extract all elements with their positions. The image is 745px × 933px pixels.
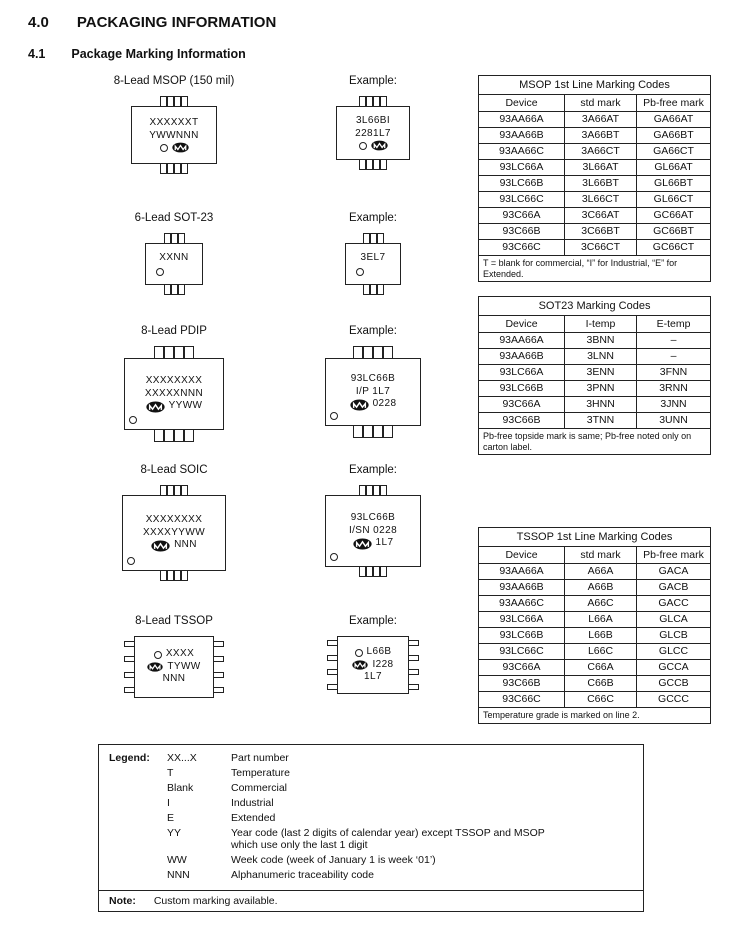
table-row — [479, 240, 711, 256]
sot23-chip-body — [145, 243, 203, 285]
pin1-indicator-icon — [160, 144, 168, 152]
pin-column — [214, 636, 224, 698]
legend-term: XX...X — [167, 751, 197, 764]
pin-column — [409, 636, 419, 694]
table-row — [479, 349, 711, 365]
tssop-example-drawing — [327, 636, 419, 694]
marking-line: 3EL7 — [360, 252, 386, 264]
marking-line: XXXXXNNN — [144, 387, 204, 399]
table-row — [479, 644, 711, 660]
table-cell: 93LC66B — [479, 176, 565, 192]
table-row — [479, 333, 711, 349]
table-cell: 3L66BT — [565, 176, 637, 192]
note-label: Note: — [109, 894, 136, 907]
tssop-chip-body — [337, 636, 409, 694]
table-cell: GLCB — [637, 628, 711, 644]
package-label-soic: 8-Lead SOIC — [140, 464, 208, 476]
marking-line: XXXXXXT — [149, 117, 199, 128]
table-cell: 3RNN — [637, 381, 711, 397]
column-header: Device — [479, 95, 565, 112]
marking-line: 1L7 — [375, 537, 394, 549]
microchip-logo-icon — [350, 399, 369, 411]
legend-term: E — [167, 811, 175, 824]
table-row — [479, 192, 711, 208]
pin-row — [148, 346, 200, 358]
table-title: SOT23 Marking Codes — [479, 297, 711, 316]
table-row — [479, 596, 711, 612]
legend-term: Blank — [167, 781, 194, 794]
table-cell: 93AA66C — [479, 596, 565, 612]
marking-line: 93LC66B — [350, 373, 396, 385]
msop-marking-table — [478, 75, 711, 282]
package-drawings-column — [26, 75, 478, 698]
pdip-chip-body — [325, 358, 421, 426]
table-cell: GA66AT — [637, 112, 711, 128]
table-cell: 93C66C — [479, 240, 565, 256]
sot23-example-drawing — [345, 233, 401, 295]
pin-row — [347, 346, 399, 358]
marking-line: XXXXXXXX — [145, 375, 203, 387]
table-cell: GACC — [637, 596, 711, 612]
table-row — [479, 628, 711, 644]
table-footnote: Pb-free topside mark is same; Pb-free noted only on carton label. — [479, 429, 711, 455]
pin-row — [148, 430, 200, 442]
table-cell: C66A — [565, 660, 637, 676]
note-text: Custom marking available. — [153, 894, 278, 907]
pin1-indicator-icon — [330, 553, 338, 561]
table-cell: 3TNN — [565, 413, 637, 429]
table-row — [479, 365, 711, 381]
table-cell: 93C66B — [479, 224, 565, 240]
marking-line: YWWNNN — [149, 129, 199, 141]
table-cell: A66C — [565, 596, 637, 612]
tssop-chip-body — [134, 636, 214, 698]
example-label: Example: — [349, 325, 397, 337]
table-cell: 93C66B — [479, 413, 565, 429]
pin-row — [353, 96, 393, 106]
pdip-generic-drawing — [124, 346, 224, 442]
pin-row — [353, 160, 393, 170]
marking-line: XXXX — [165, 648, 195, 660]
table-cell: 93AA66C — [479, 144, 565, 160]
pin1-indicator-icon — [356, 268, 364, 276]
marking-line: XXXXYYWW — [142, 526, 206, 538]
pdip-chip-body — [124, 358, 224, 430]
table-cell: GC66CT — [637, 240, 711, 256]
table-cell: 3ENN — [565, 365, 637, 381]
marking-line: L66B — [366, 646, 392, 658]
tssop-generic-drawing — [124, 636, 224, 698]
pin1-indicator-icon — [359, 142, 367, 150]
table-cell: 3A66AT — [565, 112, 637, 128]
table-title: TSSOP 1st Line Marking Codes — [479, 528, 711, 547]
table-cell: 3L66CT — [565, 192, 637, 208]
table-cell: A66B — [565, 580, 637, 596]
subsection-title: Package Marking Information — [71, 47, 246, 61]
table-footnote: T = blank for commercial, “I” for Industrial, “E” for Extended. — [479, 256, 711, 282]
table-cell: 3FNN — [637, 365, 711, 381]
table-cell: 93AA66A — [479, 333, 565, 349]
table-cell: GACA — [637, 564, 711, 580]
section-heading — [28, 14, 727, 31]
column-header: Pb-free mark — [637, 547, 711, 564]
table-cell: 3JNN — [637, 397, 711, 413]
table-row — [479, 612, 711, 628]
msop-generic-drawing — [131, 96, 217, 174]
pin1-indicator-icon — [355, 649, 363, 657]
table-cell: 3HNN — [565, 397, 637, 413]
pdip-example-drawing — [325, 346, 421, 438]
table-cell: 3C66AT — [565, 208, 637, 224]
table-cell: 93C66A — [479, 660, 565, 676]
table-cell: 3C66CT — [565, 240, 637, 256]
column-header: Device — [479, 547, 565, 564]
pin1-indicator-icon — [129, 416, 137, 424]
table-cell: 93C66A — [479, 208, 565, 224]
legend-definition: Part number — [231, 751, 289, 764]
table-row — [479, 112, 711, 128]
pin-row — [154, 164, 194, 174]
legend-definition: Extended — [231, 811, 276, 824]
microchip-logo-icon — [146, 401, 165, 413]
marking-tables-column — [478, 75, 714, 724]
table-row — [479, 128, 711, 144]
table-row — [479, 381, 711, 397]
table-title: MSOP 1st Line Marking Codes — [479, 76, 711, 95]
microchip-logo-icon — [147, 662, 163, 672]
example-label: Example: — [349, 615, 397, 627]
table-cell: 93LC66C — [479, 192, 565, 208]
legend-definition: Industrial — [231, 796, 274, 809]
marking-line: I/SN 0228 — [348, 524, 398, 536]
example-label: Example: — [349, 75, 397, 87]
section-number: 4.0 — [28, 14, 49, 31]
tssop-marking-table — [478, 527, 711, 724]
table-cell: C66C — [565, 692, 637, 708]
microchip-logo-icon — [151, 540, 170, 552]
table-row — [479, 660, 711, 676]
table-cell: 93AA66B — [479, 128, 565, 144]
legend-definition: Year code (last 2 digits of calendar year) except TSSOP and MSOP which use only the last 1 digit — [231, 826, 545, 851]
table-cell: 93AA66A — [479, 112, 565, 128]
table-cell: GLCC — [637, 644, 711, 660]
package-label-pdip: 8-Lead PDIP — [141, 325, 207, 337]
example-label: Example: — [349, 464, 397, 476]
table-cell: 3L66AT — [565, 160, 637, 176]
marking-line: XXNN — [159, 252, 189, 264]
package-section-msop — [74, 75, 478, 174]
subsection-heading — [28, 47, 727, 61]
pin-column — [327, 636, 337, 694]
table-cell: 93LC66B — [479, 628, 565, 644]
table-cell: GA66BT — [637, 128, 711, 144]
note-row — [99, 890, 643, 911]
table-cell: 93AA66B — [479, 349, 565, 365]
pin1-indicator-icon — [330, 412, 338, 420]
pin1-indicator-icon — [156, 268, 164, 276]
table-cell: GCCB — [637, 676, 711, 692]
legend-box — [98, 744, 644, 912]
sot23-generic-drawing — [145, 233, 203, 295]
table-row — [479, 208, 711, 224]
pin-row — [158, 285, 191, 295]
table-cell: GCCC — [637, 692, 711, 708]
table-cell: C66B — [565, 676, 637, 692]
table-cell: 3PNN — [565, 381, 637, 397]
marking-line: NNN — [162, 673, 186, 685]
table-row — [479, 160, 711, 176]
package-section-tssop — [74, 615, 478, 698]
table-row — [479, 580, 711, 596]
table-cell: 93C66B — [479, 676, 565, 692]
marking-line: TYWW — [167, 660, 201, 672]
table-cell: – — [637, 349, 711, 365]
table-cell: L66C — [565, 644, 637, 660]
package-label-sot23: 6-Lead SOT-23 — [134, 212, 214, 224]
legend-term: T — [167, 766, 174, 779]
table-row — [479, 692, 711, 708]
table-cell: 3UNN — [637, 413, 711, 429]
table-cell: 3A66BT — [565, 128, 637, 144]
table-cell: 93LC66C — [479, 644, 565, 660]
marking-line: XXXXXXXX — [145, 514, 203, 526]
table-row — [479, 176, 711, 192]
legend-term: WW — [167, 854, 187, 866]
table-row — [479, 144, 711, 160]
table-cell: GC66AT — [637, 208, 711, 224]
pin-column — [124, 636, 134, 698]
pin-row — [357, 233, 390, 243]
pin-row — [353, 567, 393, 577]
table-row — [479, 676, 711, 692]
pin-row — [353, 485, 393, 495]
pin1-indicator-icon — [154, 651, 162, 659]
pin-row — [154, 485, 194, 495]
pin-row — [154, 571, 194, 581]
pin-row — [158, 233, 191, 243]
table-row — [479, 224, 711, 240]
legend-term: I — [167, 796, 170, 809]
legend-definition: Commercial — [231, 781, 288, 794]
marking-line: 93LC66B — [350, 512, 396, 524]
column-header: I-temp — [565, 316, 637, 333]
table-cell: GL66BT — [637, 176, 711, 192]
msop-example-drawing — [336, 96, 410, 170]
table-cell: GA66CT — [637, 144, 711, 160]
table-row — [479, 397, 711, 413]
microchip-logo-icon — [371, 140, 388, 151]
pin-row — [357, 285, 390, 295]
table-row — [479, 413, 711, 429]
sot23-chip-body — [345, 243, 401, 285]
msop-chip-body — [336, 106, 410, 160]
content — [26, 75, 727, 724]
soic-example-drawing — [325, 485, 421, 577]
table-cell: L66B — [565, 628, 637, 644]
table-cell: 93LC66B — [479, 381, 565, 397]
marking-line: I/P 1L7 — [355, 385, 391, 397]
column-header: std mark — [565, 547, 637, 564]
soic-generic-drawing — [122, 485, 226, 581]
table-cell: 3LNN — [565, 349, 637, 365]
legend-definition: Temperature — [231, 766, 290, 779]
msop-chip-body — [131, 106, 217, 164]
table-cell: 93LC66A — [479, 365, 565, 381]
table-cell: GLCA — [637, 612, 711, 628]
table-cell: GL66CT — [637, 192, 711, 208]
table-cell: L66A — [565, 612, 637, 628]
table-cell: GC66BT — [637, 224, 711, 240]
legend-term: NNN — [167, 869, 190, 881]
pin1-indicator-icon — [127, 557, 135, 565]
table-cell: 93AA66B — [479, 580, 565, 596]
pin-row — [154, 96, 194, 106]
column-header: Device — [479, 316, 565, 333]
pin-row — [347, 426, 399, 438]
table-cell: – — [637, 333, 711, 349]
column-header: std mark — [565, 95, 637, 112]
example-label: Example: — [349, 212, 397, 224]
sot23-marking-table — [478, 296, 711, 455]
table-cell: 93C66A — [479, 397, 565, 413]
microchip-logo-icon — [352, 660, 368, 670]
package-section-pdip — [74, 325, 478, 442]
package-section-sot23 — [74, 212, 478, 295]
package-section-soic — [74, 464, 478, 581]
package-label-tssop: 8-Lead TSSOP — [135, 615, 213, 627]
table-cell: 93C66C — [479, 692, 565, 708]
microchip-logo-icon — [353, 538, 372, 550]
legend-term: YY — [167, 826, 182, 839]
legend-definition: Week code (week of January 1 is week ‘01’) — [231, 854, 436, 866]
table-footnote: Temperature grade is marked on line 2. — [479, 708, 711, 724]
legend-grid — [99, 745, 643, 890]
table-cell: 3C66BT — [565, 224, 637, 240]
legend-definition: Alphanumeric traceability code — [231, 869, 374, 881]
marking-line: I228 — [372, 658, 394, 670]
column-header: E-temp — [637, 316, 711, 333]
marking-line: NNN — [174, 539, 197, 551]
marking-line: 1L7 — [364, 671, 382, 683]
soic-chip-body — [325, 495, 421, 567]
marking-line: YYWW — [168, 400, 203, 412]
column-header: Pb-free mark — [637, 95, 711, 112]
table-row — [479, 564, 711, 580]
microchip-logo-icon — [172, 142, 189, 153]
marking-line: 3L66BI — [355, 115, 391, 126]
package-label-msop: 8-Lead MSOP (150 mil) — [113, 75, 235, 87]
table-cell: 93LC66A — [479, 160, 565, 176]
legend-label: Legend: — [109, 751, 150, 764]
table-cell: 93AA66A — [479, 564, 565, 580]
subsection-number: 4.1 — [28, 47, 46, 61]
soic-chip-body — [122, 495, 226, 571]
table-cell: A66A — [565, 564, 637, 580]
table-cell: GL66AT — [637, 160, 711, 176]
marking-line: 0228 — [372, 398, 397, 410]
table-cell: 3BNN — [565, 333, 637, 349]
marking-line: 2281L7 — [355, 127, 391, 139]
section-title: PACKAGING INFORMATION — [76, 14, 277, 31]
table-cell: 93LC66A — [479, 612, 565, 628]
table-cell: 3A66CT — [565, 144, 637, 160]
table-cell: GACB — [637, 580, 711, 596]
table-cell: GCCA — [637, 660, 711, 676]
